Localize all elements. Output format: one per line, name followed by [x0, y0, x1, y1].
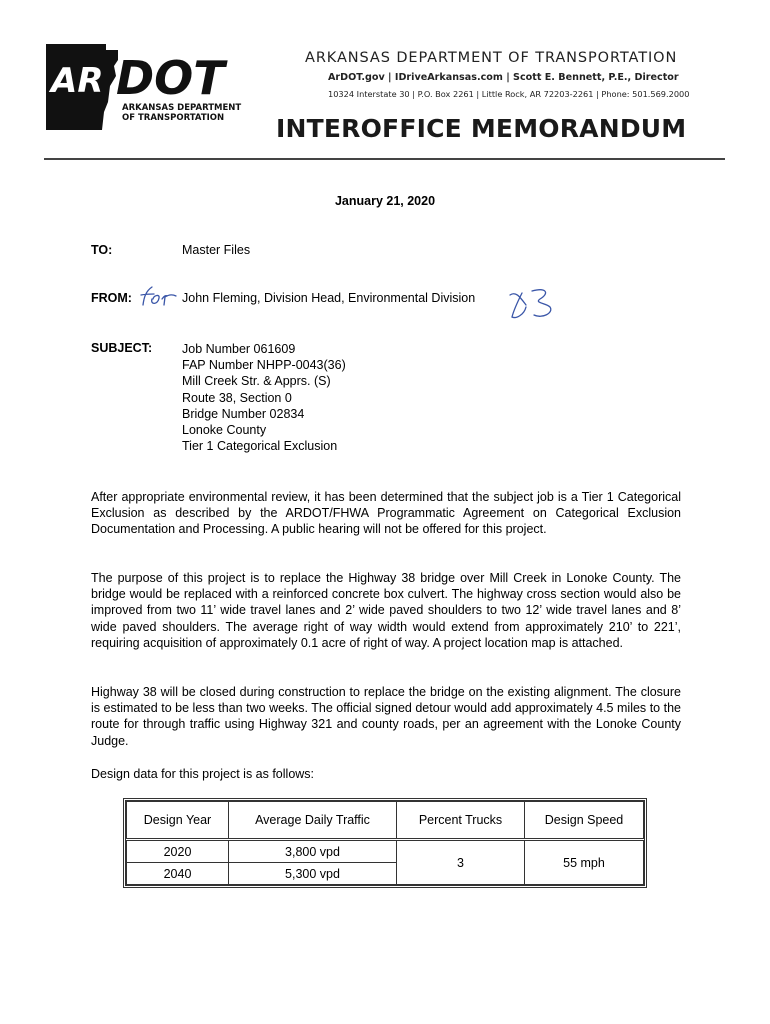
subject-line: Bridge Number 02834 [182, 406, 305, 421]
subject-line: Mill Creek Str. & Apprs. (S) [182, 374, 331, 389]
paragraph-design-intro: Design data for this project is as follows: [91, 767, 315, 781]
to-label: TO: [91, 243, 113, 257]
design-data-table [123, 798, 647, 888]
header-average-daily-traffic: Average Daily Traffic [229, 802, 397, 840]
from-label: FROM: [91, 291, 132, 305]
header-divider [44, 158, 725, 160]
subject-line: Tier 1 Categorical Exclusion [182, 439, 338, 454]
cell-adt: 3,800 vpd [229, 840, 397, 863]
subject-block [182, 341, 346, 454]
agency-address-line: 10324 Interstate 30 | P.O. Box 2261 | Little Rock, AR 72203-2261 | Phone: 501.569.2000 [328, 89, 690, 99]
subject-line: Route 38, Section 0 [182, 390, 292, 405]
header-design-year: Design Year [127, 802, 229, 840]
cell-percent-trucks: 3 [397, 840, 525, 885]
table-row [127, 840, 644, 863]
subject-line: Lonoke County [182, 423, 267, 438]
memo-title: INTEROFFICE MEMORANDUM [276, 114, 687, 143]
cell-year: 2040 [127, 863, 229, 885]
cell-year: 2020 [127, 840, 229, 863]
for-signature-initials [138, 283, 180, 309]
subject-line: FAP Number NHPP-0043(36) [182, 358, 346, 373]
svg-text:AR: AR [51, 61, 104, 101]
svg-text:DOT: DOT [116, 51, 225, 105]
initials-signature [506, 285, 556, 321]
logo-caption-1: ARKANSAS DEPARTMENT [122, 103, 242, 113]
cell-design-speed: 55 mph [525, 840, 644, 885]
paragraph-closure: Highway 38 will be closed during construction to replace the bridge on the existing alignment. The closure is estimated to be less than two weeks. The official signed detour would add approximately 4.5 miles to the route for through traffic using Highway 321 and county roads, per an agreement with the Lonoke County Judge. [91, 685, 681, 748]
cell-adt: 5,300 vpd [229, 863, 397, 885]
agency-name: ARKANSAS DEPARTMENT OF TRANSPORTATION [305, 50, 678, 66]
ardot-logo [44, 42, 274, 134]
to-value: Master Files [182, 243, 251, 257]
from-value: John Fleming, Division Head, Environmental Division [182, 291, 476, 305]
memo-date: January 21, 2020 [334, 194, 436, 208]
paragraph-purpose: The purpose of this project is to replace the Highway 38 bridge over Mill Creek in Lonoke County. The bridge would be replaced with a reinforced concrete box culvert. The highway cross section would also be improved from two 11’ wide travel lanes and 2’ wide paved shoulders to two 12’ wide travel lanes and 8’ wide paved shoulders. The average right of way width would extend from approximately 210’ to 221’, requiring acquisition of approximately 0.1 acre of right of way. A project location map is attached. [91, 571, 681, 650]
paragraph-review: After appropriate environmental review, it has been determined that the subject job is a Tier 1 Categorical Exclusion as described by the ARDOT/FHWA Programmatic Agreement on Categorical Exclusion Documentation and Processing. A public hearing will not be offered for this project. [91, 490, 681, 537]
header-design-speed: Design Speed [525, 802, 644, 840]
logo-caption-2: OF TRANSPORTATION [122, 113, 225, 123]
header-percent-trucks: Percent Trucks [397, 802, 525, 840]
subject-line: Job Number 061609 [182, 342, 296, 356]
subject-label: SUBJECT: [91, 341, 153, 355]
agency-web-line: ArDOT.gov | IDriveArkansas.com | Scott E. Bennett, P.E., Director [328, 72, 679, 83]
